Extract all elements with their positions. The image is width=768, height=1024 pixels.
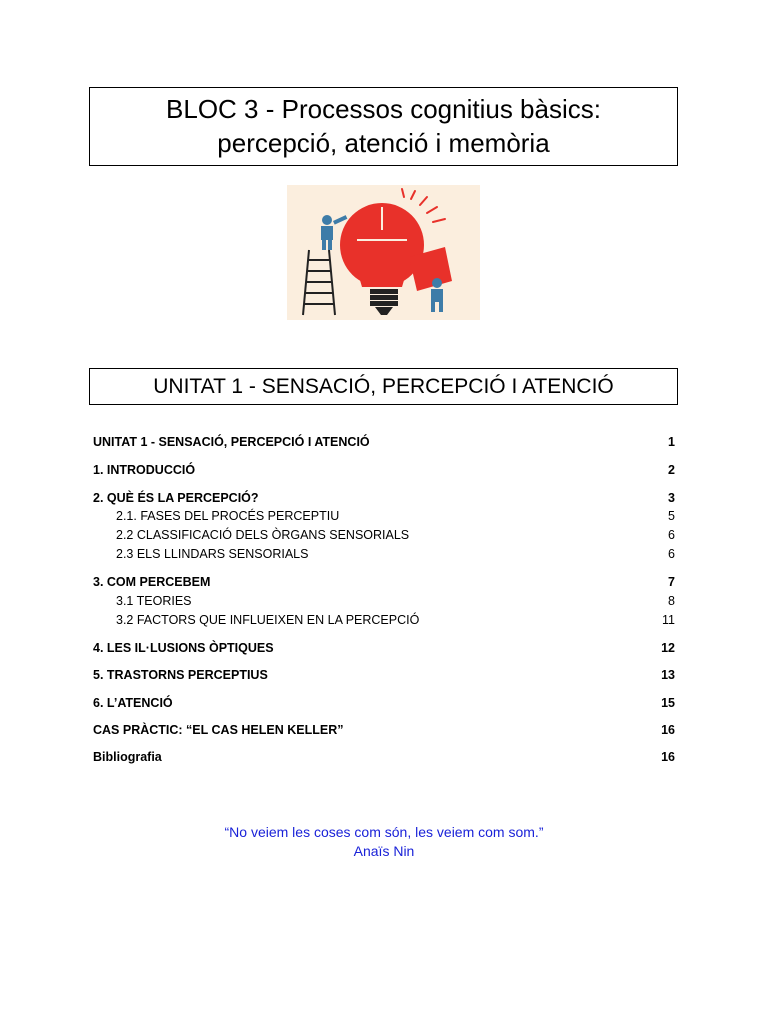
toc-entry-page: 6 — [668, 547, 675, 561]
toc-entry-page: 13 — [661, 668, 675, 682]
toc-entry-label: 3. COM PERCEBEM — [93, 575, 211, 589]
toc-entry[interactable] — [93, 640, 675, 656]
toc-entry-label: 2.3 ELS LLINDARS SENSORIALS — [116, 547, 309, 561]
toc-subentry[interactable] — [116, 546, 675, 562]
toc-entry-label: 3.2 FACTORS QUE INFLUEIXEN EN LA PERCEPCIÓ — [116, 613, 420, 627]
toc-entry-page: 6 — [668, 528, 675, 542]
quote-author: Anaïs Nin — [353, 843, 415, 859]
title-line-2: percepció, atenció i memòria — [217, 128, 550, 158]
toc-entry-label: 3.1 TEORIES — [116, 594, 192, 608]
toc-entry[interactable] — [93, 695, 675, 711]
toc-entry-page: 5 — [668, 509, 675, 523]
toc-entry-label: Bibliografia — [93, 750, 162, 764]
quote-text: “No veiem les coses com són, les veiem com som.” — [224, 824, 544, 840]
title-line-1: BLOC 3 - Processos cognitius bàsics: — [166, 94, 601, 124]
toc-entry-page: 11 — [662, 613, 675, 627]
toc-entry-label: 2.2 CLASSIFICACIÓ DELS ÒRGANS SENSORIALS — [116, 528, 410, 542]
toc-entry-page: 15 — [661, 696, 675, 710]
title-box — [89, 87, 678, 166]
toc-entry-page: 12 — [661, 641, 675, 655]
toc-entry-label: CAS PRÀCTIC: “EL CAS HELEN KELLER” — [93, 723, 344, 737]
toc-entry[interactable] — [93, 462, 675, 478]
lightbulb-puzzle-illustration — [287, 185, 480, 320]
toc-entry-label: 5. TRASTORNS PERCEPTIUS — [93, 668, 268, 682]
toc-entry-page: 16 — [661, 723, 675, 737]
toc-entry[interactable] — [93, 722, 675, 738]
toc-entry-page: 8 — [668, 594, 675, 608]
toc-entry-label: 1. INTRODUCCIÓ — [93, 463, 196, 477]
toc-entry[interactable] — [93, 749, 675, 765]
toc-entry[interactable] — [93, 490, 675, 506]
toc-entry-label: 2.1. FASES DEL PROCÉS PERCEPTIU — [116, 509, 340, 523]
toc-entry[interactable] — [93, 434, 675, 450]
toc-entry-label: UNITAT 1 - SENSACIÓ, PERCEPCIÓ I ATENCIÓ — [93, 435, 370, 449]
toc-entry[interactable] — [93, 574, 675, 590]
unit-heading: UNITAT 1 - SENSACIÓ, PERCEPCIÓ I ATENCIÓ — [89, 368, 678, 405]
toc-subentry[interactable] — [116, 612, 675, 628]
toc-subentry[interactable] — [116, 508, 675, 524]
toc-entry-page: 3 — [668, 491, 675, 505]
toc-entry[interactable] — [93, 667, 675, 683]
toc-entry-page: 2 — [668, 463, 675, 477]
toc-entry-page: 7 — [668, 575, 675, 589]
toc-entry-label: 4. LES IL·LUSIONS ÒPTIQUES — [93, 641, 274, 655]
toc-subentry[interactable] — [116, 593, 675, 609]
toc-entry-label: 6. L’ATENCIÓ — [93, 696, 173, 710]
toc-entry-page: 1 — [668, 435, 675, 449]
toc-subentry[interactable] — [116, 527, 675, 543]
toc-entry-label: 2. QUÈ ÉS LA PERCEPCIÓ? — [93, 491, 259, 505]
toc-entry-page: 16 — [661, 750, 675, 764]
